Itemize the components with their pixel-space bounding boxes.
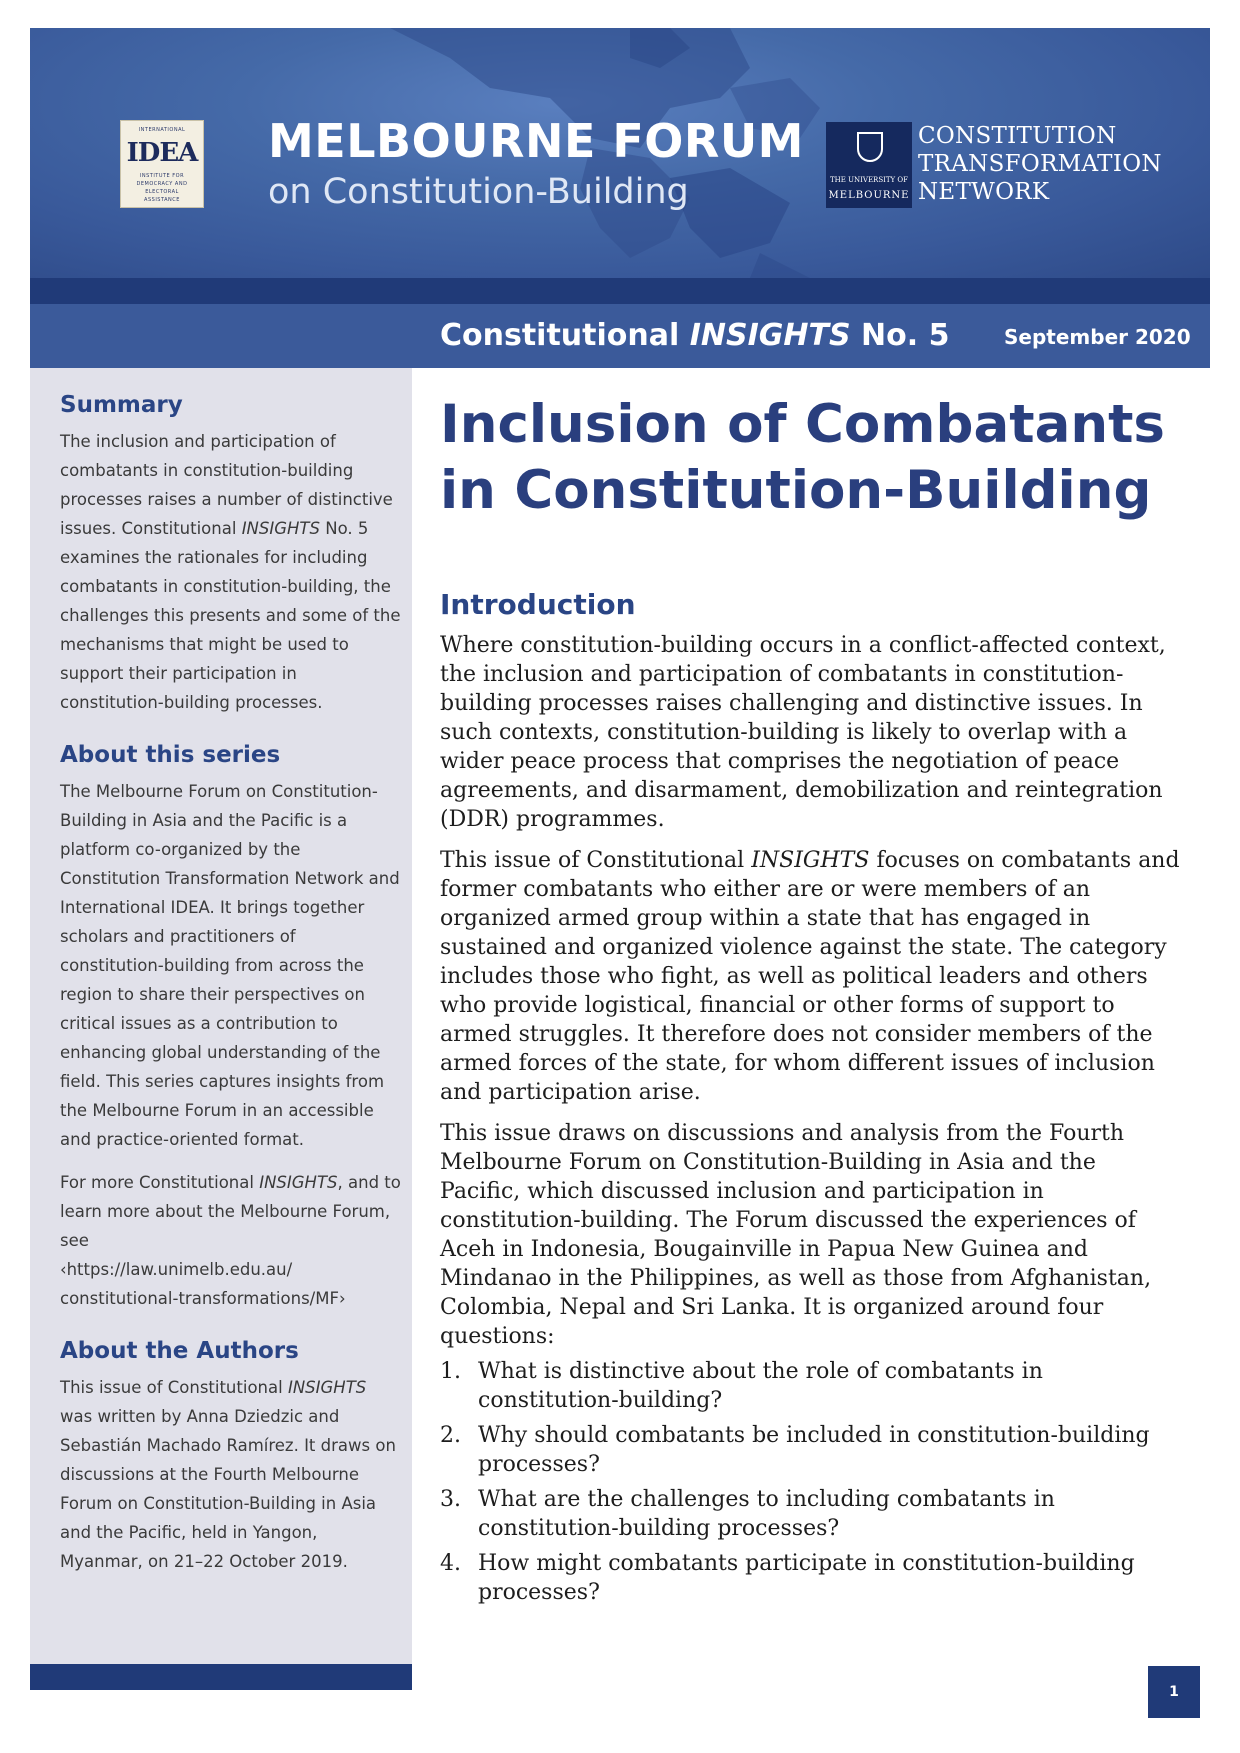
question-text: What is distinctive about the role of combatants in constitution-building? (478, 1359, 1043, 1413)
question-text: How might combatants participate in constitution-building processes? (478, 1551, 1135, 1605)
series-title (440, 318, 949, 353)
more-text-b: , and to learn more about the Melbourne Forum, see (60, 1173, 401, 1250)
idea-logo-line: DEMOCRACY AND (136, 181, 188, 187)
idea-logo-top: INTERNATIONAL (138, 127, 186, 133)
paragraph-1: Where constitution-building occurs in a conflict-affected context, the inclusion and participation of combatants in constitution-building processes raises challenging and distinctive issues. In such contexts, constitution-building is likely to overlap with a wider peace process that comprises the negotiation of peace agreements, and disarmament, demobilization and reintegration (DDR) programmes. (440, 633, 1166, 832)
university-crest-logo (826, 122, 912, 208)
questions-list (440, 1357, 1180, 1607)
crest-shield-icon (857, 132, 883, 162)
forum-title: MELBOURNE FORUM (268, 114, 804, 168)
authors-text-a: This issue of Constitutional (60, 1378, 283, 1397)
forum-subtitle: on Constitution-Building (268, 172, 689, 212)
question-text: Why should combatants be included in constitution-building processes? (478, 1423, 1150, 1477)
question-number: 1. (440, 1359, 461, 1384)
paragraph-2 (440, 846, 1180, 1107)
crest-line1: THE UNIVERSITY OF (829, 176, 908, 184)
crest-line2: MELBOURNE (828, 190, 910, 201)
authors-text-b: was written by Anna Dziedzic and Sebastián Machado Ramírez. It draws on discussions at the Fourth Melbourne Forum on Constitution-Building in Asia and the Pacific, held in Yangon, Myanmar, on 21–22 October 2019. (60, 1407, 396, 1571)
series-heading: About this series (60, 742, 281, 768)
question-number: 3. (440, 1487, 461, 1512)
question-item (440, 1485, 1180, 1543)
forum-link-cont[interactable]: constitutional-transformations/MF› (60, 1289, 346, 1308)
introduction-heading: Introduction (440, 588, 636, 621)
paragraph-2-b: focuses on combatants and former combatants who either are or were members of an organized armed group within a state that has engaged in sustained and organized violence against the state. The category includes those who fight, as well as political leaders and others who provide logistical, financial or other forms of support to armed struggles. It therefore does not consider members of the armed forces of the state, for whom different issues of inclusion and participation arise. (440, 848, 1180, 1105)
authors-heading: About the Authors (60, 1338, 299, 1364)
question-item (440, 1549, 1180, 1607)
more-text-a: For more Constitutional (60, 1173, 254, 1192)
summary-text-b: No. 5 examines the rationales for including combatants in constitution-building, the challenges this presents and some of the mechanisms that might be used to support their participation in constitution-building processes. (60, 519, 401, 712)
idea-logo-line: ELECTORAL (145, 189, 179, 195)
banner-strip (30, 278, 1210, 304)
ctn-line: TRANSFORMATION (918, 151, 1162, 177)
idea-logo-line: ASSISTANCE (144, 197, 180, 203)
more-info-text (60, 1168, 402, 1313)
question-number: 2. (440, 1423, 461, 1448)
paragraph-2-a: This issue of Constitutional (440, 848, 745, 873)
series-text: The Melbourne Forum on Constitution-Building in Asia and the Pacific is a platform co-organized by the Constitution Transformation Network and International IDEA. It brings together scholars and practitioners of constitution-building from across the region to share their perspectives on critical issues as a contribution to enhancing global understanding of the field. This series captures insights from the Melbourne Forum in an accessible and practice-oriented format. (60, 782, 400, 1149)
paragraph-2-italic: INSIGHTS (751, 848, 870, 873)
sidebar-content (60, 392, 402, 1576)
summary-italic: INSIGHTS (241, 519, 320, 538)
summary-text-a: The inclusion and participation of combatants in constitution-building processes raises a number of distinctive issues. Constitutional (60, 432, 393, 538)
series-italic: INSIGHTS (689, 318, 851, 353)
question-number: 4. (440, 1551, 461, 1576)
forum-link[interactable]: ‹https://law.unimelb.edu.au/ (60, 1260, 293, 1279)
sidebar-footer-bar (30, 1664, 412, 1690)
more-italic: INSIGHTS (259, 1173, 338, 1192)
question-item (440, 1421, 1180, 1479)
ctn-logotype (918, 122, 1162, 206)
authors-italic: INSIGHTS (287, 1378, 367, 1397)
series-number: No. 5 (861, 318, 950, 353)
summary-text (60, 427, 402, 717)
question-text: What are the challenges to including combatants in constitution-building processes? (478, 1487, 1055, 1541)
idea-logo-mark: IDEA (126, 138, 198, 168)
authors-text (60, 1373, 402, 1576)
summary-heading: Summary (60, 392, 183, 418)
page-number: 1 (1148, 1666, 1200, 1718)
idea-logo (120, 120, 204, 208)
series-prefix: Constitutional (440, 318, 680, 353)
issue-date: September 2020 (1004, 325, 1191, 349)
main-content (440, 392, 1180, 1613)
ctn-line: CONSTITUTION (918, 123, 1117, 149)
ctn-line: NETWORK (918, 179, 1050, 205)
paragraph-3: This issue draws on discussions and analysis from the Fourth Melbourne Forum on Constitution-Building in Asia and the Pacific, which discussed inclusion and participation in constitution-building. The Forum discussed the experiences of Aceh in Indonesia, Bougainville in Papua New Guinea and Mindanao in the Philippines, as well as those from Afghanistan, Colombia, Nepal and Sri Lanka. It is organized around four questions: (440, 1121, 1152, 1349)
question-item (440, 1357, 1180, 1415)
document-title: Inclusion of Combatants in Constitution-Building (440, 394, 1165, 521)
idea-logo-line: INSTITUTE FOR (139, 173, 185, 179)
